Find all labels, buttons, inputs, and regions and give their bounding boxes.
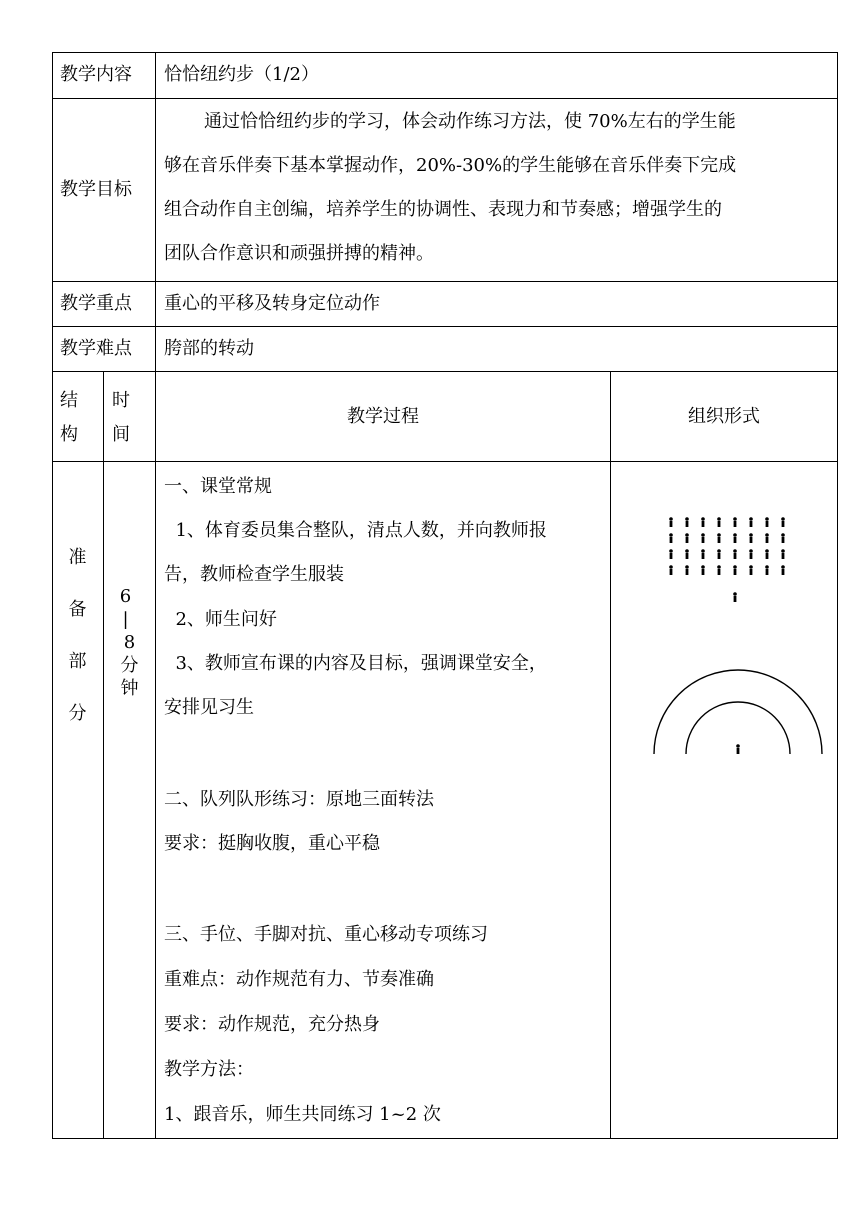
- outer-arc: [654, 670, 822, 754]
- goals-line: 团队合作意识和顽强拼搏的精神。: [164, 243, 434, 264]
- header-process: 教学过程: [347, 406, 419, 427]
- student-figure: [733, 517, 737, 527]
- student-figure: [733, 565, 737, 575]
- student-figure: [733, 592, 737, 602]
- row-divider: [52, 98, 838, 99]
- formation-diagram: [662, 512, 792, 612]
- goals-text: [164, 100, 834, 276]
- column-divider: [103, 371, 104, 1139]
- process-line: 3、教师宣布课的内容及目标，强调课堂安全，: [164, 653, 547, 674]
- student-figure: [717, 533, 721, 543]
- table-border-right: [837, 52, 838, 1139]
- process-line: 要求：动作规范，充分热身: [164, 1014, 380, 1035]
- student-figure: [717, 517, 721, 527]
- process-line: 1、体育委员集合整队，清点人数，并向教师报: [164, 520, 547, 541]
- content-label: 教学内容: [60, 64, 132, 85]
- row-divider: [52, 461, 838, 462]
- table-border-bottom: [52, 1138, 838, 1139]
- student-figure: [736, 744, 740, 754]
- content-value: 恰恰纽约步（1/2）: [164, 64, 319, 85]
- student-figure: [765, 565, 769, 575]
- table-border-top: [52, 52, 838, 53]
- student-figure: [749, 549, 753, 559]
- student-figure: [669, 565, 673, 575]
- process-line: 一、课堂常规: [164, 476, 272, 497]
- difficulty-value: 胯部的转动: [164, 338, 254, 359]
- student-figure: [701, 549, 705, 559]
- goals-label: 教学目标: [60, 179, 132, 200]
- row-divider: [52, 281, 838, 282]
- student-figure: [749, 565, 753, 575]
- semicircle-diagram: [652, 662, 827, 762]
- student-figure: [749, 517, 753, 527]
- student-figure: [749, 533, 753, 543]
- goals-line: 够在音乐伴奏下基本掌握动作，20%-30%的学生能够在音乐伴奏下完成: [164, 155, 737, 176]
- student-figure: [701, 565, 705, 575]
- student-figure: [701, 533, 705, 543]
- goals-line: 组合动作自主创编，培养学生的协调性、表现力和节奏感；增强学生的: [164, 199, 722, 220]
- student-figure: [781, 517, 785, 527]
- goals-line: 通过恰恰纽约步的学习，体会动作练习方法，使 70%左右的学生能: [204, 111, 736, 132]
- student-figure: [685, 517, 689, 527]
- process-line: 告，教师检查学生服装: [164, 564, 344, 585]
- process-line: 三、手位、手脚对抗、重心移动专项练习: [164, 924, 488, 945]
- column-divider: [610, 371, 611, 1139]
- student-figure: [765, 517, 769, 527]
- student-figure: [765, 533, 769, 543]
- key-point-value: 重心的平移及转身定位动作: [164, 293, 380, 314]
- student-figure: [685, 549, 689, 559]
- difficulty-label: 教学难点: [60, 338, 132, 359]
- header-structure: 结 构: [60, 390, 78, 445]
- process-line: 二、队列队形练习：原地三面转法: [164, 789, 434, 810]
- header-organization: 组织形式: [688, 406, 760, 427]
- header-time: 时 间: [112, 390, 130, 445]
- student-figure: [781, 533, 785, 543]
- student-figure: [781, 565, 785, 575]
- student-figure: [733, 549, 737, 559]
- key-point-label: 教学重点: [60, 293, 132, 314]
- process-line: 1、跟音乐，师生共同练习 1~2 次: [164, 1104, 441, 1125]
- column-divider: [155, 52, 156, 1139]
- section-duration: 6 | 8 分 钟: [119, 586, 139, 699]
- student-figure: [701, 517, 705, 527]
- student-figure: [733, 533, 737, 543]
- student-figure: [765, 549, 769, 559]
- student-figure: [669, 533, 673, 543]
- row-divider: [52, 371, 838, 372]
- process-line: 要求：挺胸收腹，重心平稳: [164, 833, 380, 854]
- lesson-plan-table: [52, 52, 838, 1139]
- process-line: 教学方法：: [164, 1059, 254, 1080]
- student-figure: [781, 549, 785, 559]
- student-figure: [717, 549, 721, 559]
- student-figure: [685, 565, 689, 575]
- process-line: 2、师生问好: [164, 609, 277, 630]
- student-figure: [669, 517, 673, 527]
- student-figure: [669, 549, 673, 559]
- process-line: 安排见习生: [164, 697, 254, 718]
- section-name: 准 备 部 分: [68, 547, 87, 724]
- student-figure: [717, 565, 721, 575]
- process-line: 重难点：动作规范有力、节奏准确: [164, 969, 434, 990]
- student-figure: [685, 533, 689, 543]
- row-divider: [52, 326, 838, 327]
